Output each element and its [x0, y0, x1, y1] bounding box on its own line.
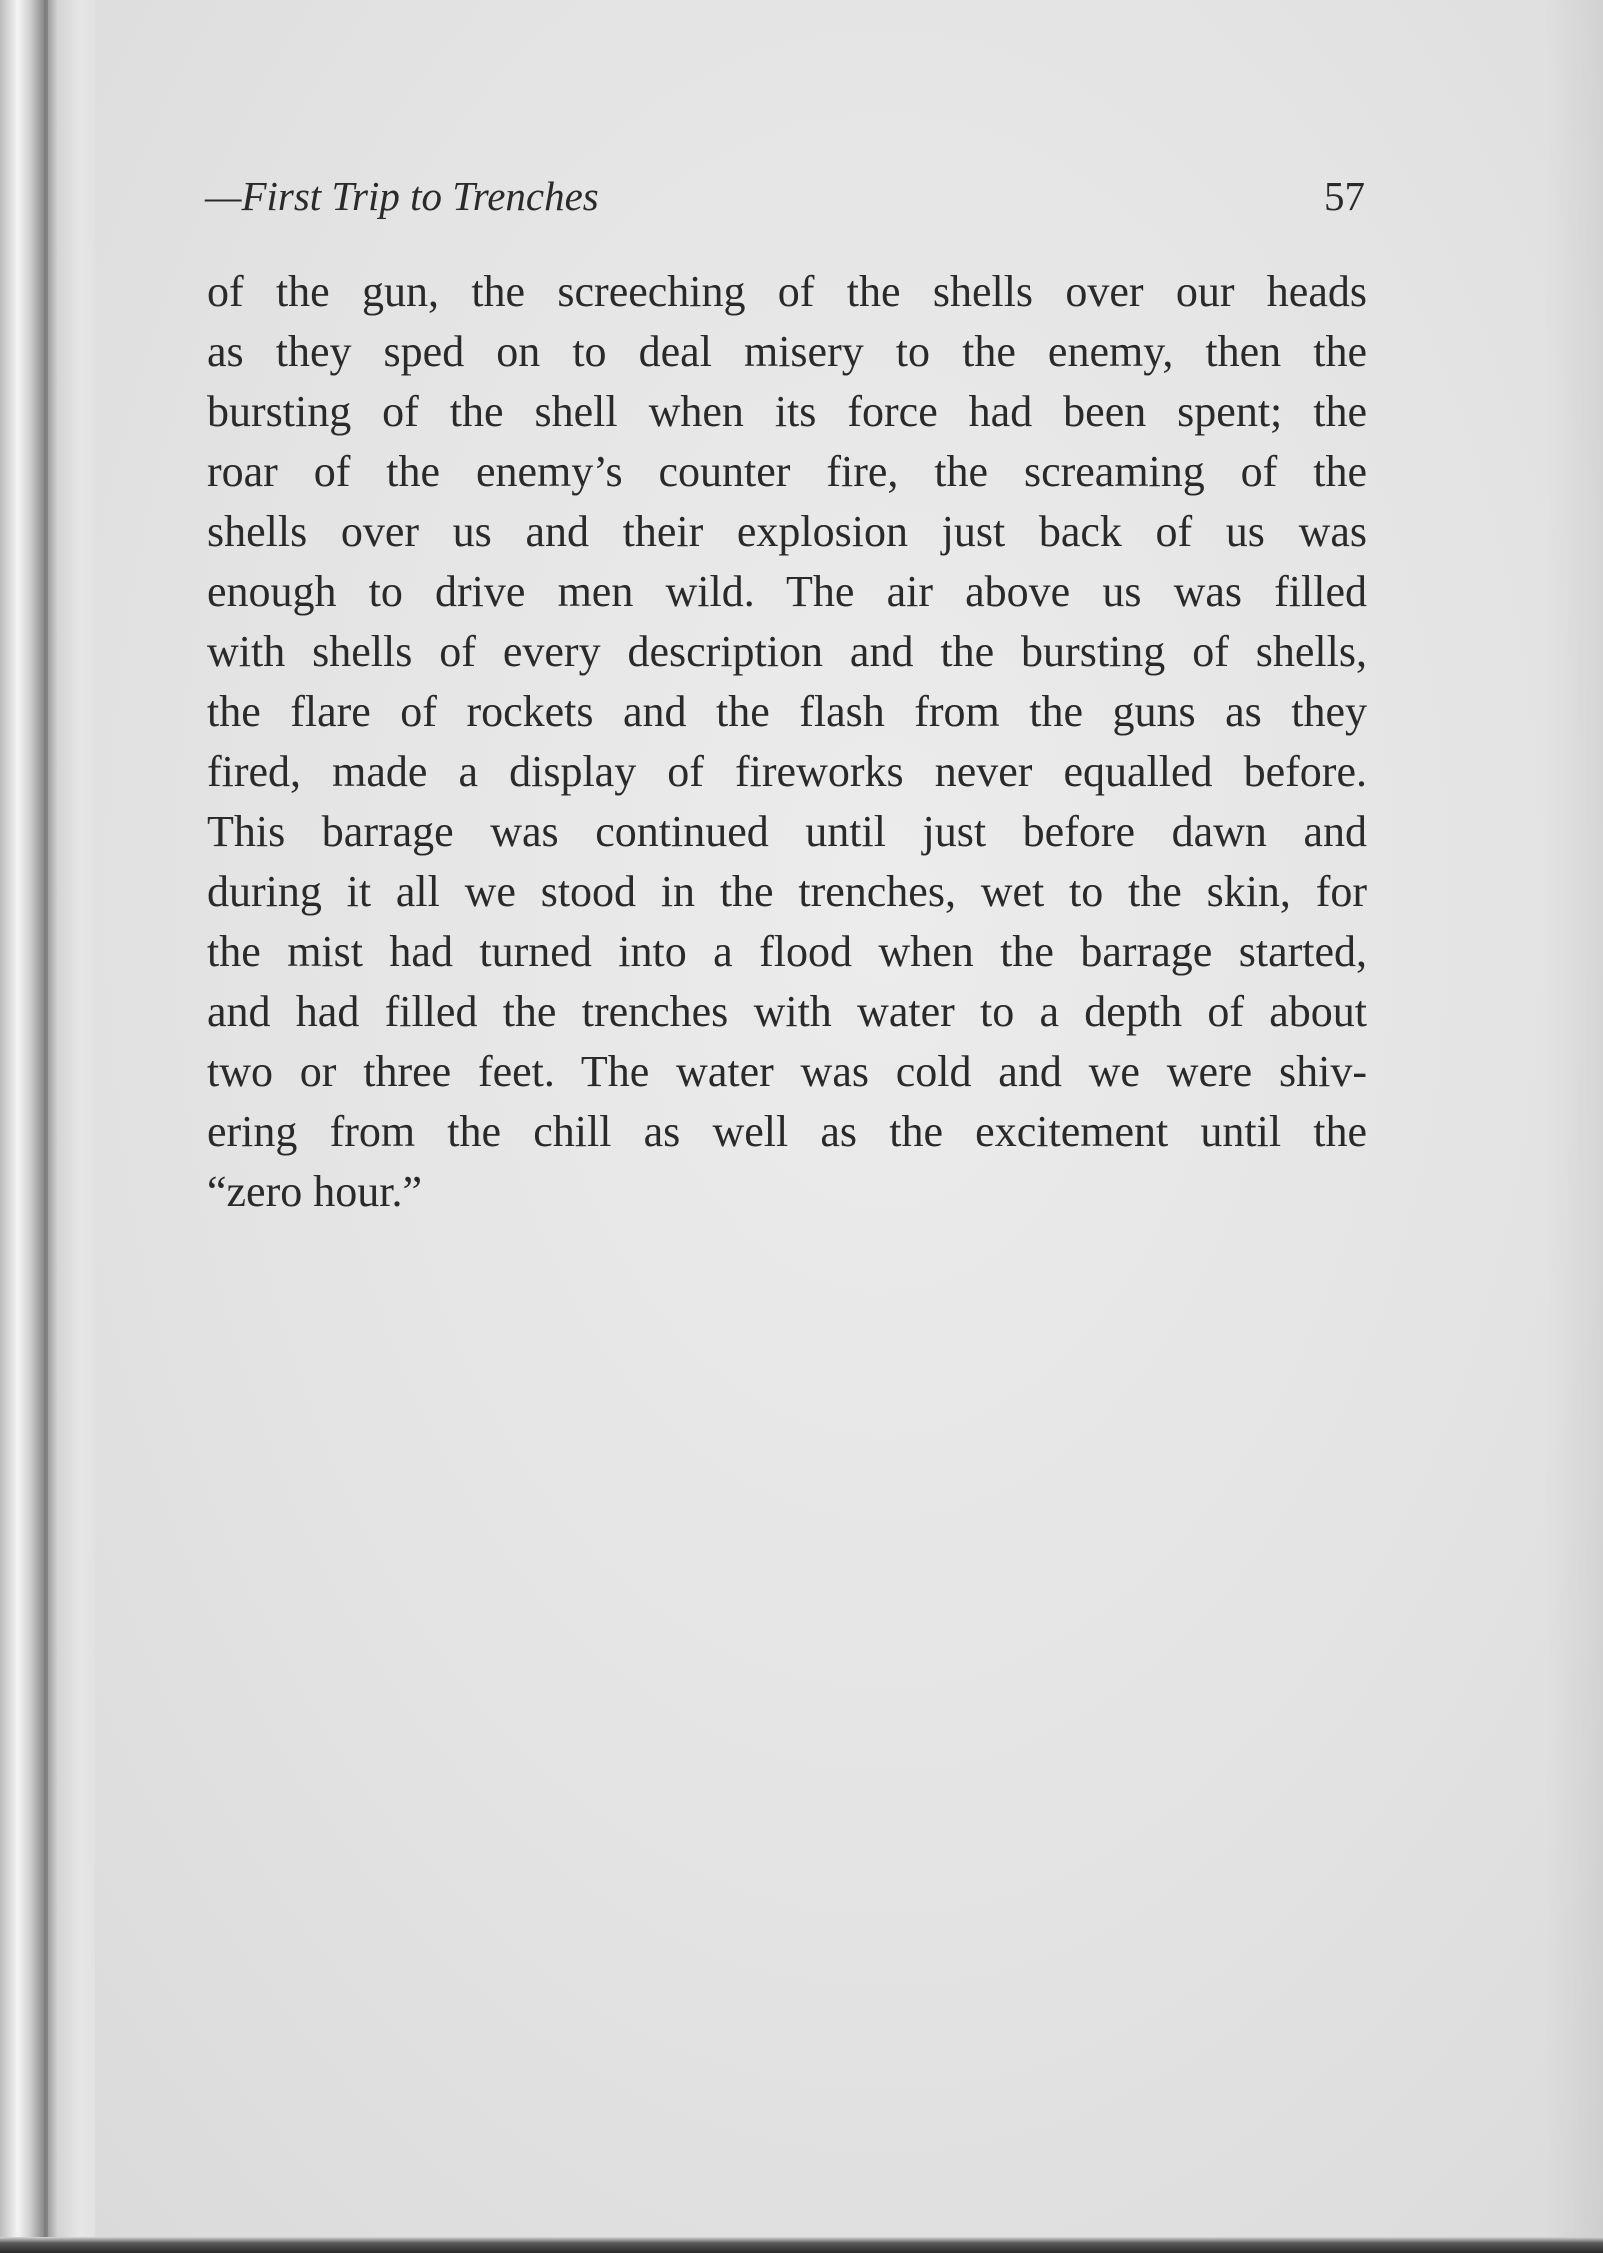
page-header [205, 166, 1365, 226]
page-bottom-edge [0, 2237, 1603, 2253]
text-line: with shells of every description and the bursting of shells, [207, 627, 1367, 676]
text-line: the flare of rockets and the flash from the guns as they [207, 687, 1367, 736]
text-line: as they sped on to deal misery to the enemy, then the [207, 327, 1367, 376]
text-line: two or three feet. The water was cold and we were shiv- [207, 1047, 1367, 1096]
page-number: 57 [1324, 173, 1365, 219]
text-line: shells over us and their explosion just back of us was [207, 507, 1367, 556]
text-line: of the gun, the screeching of the shells over our heads [207, 267, 1367, 316]
text-line: “zero hour.” [207, 1167, 422, 1216]
text-line: fired, made a display of fireworks never equalled before. [207, 747, 1367, 796]
text-line: enough to drive men wild. The air above us was filled [207, 567, 1367, 616]
text-line: bursting of the shell when its force had been spent; the [207, 387, 1367, 436]
page-edge-shadow [1543, 0, 1603, 2253]
text-line: and had filled the trenches with water to a depth of about [207, 987, 1367, 1036]
text-line: roar of the enemy’s counter fire, the screaming of the [207, 447, 1367, 496]
text-line: ering from the chill as well as the excitement until the [207, 1107, 1367, 1156]
spine-shadow-line [44, 0, 48, 2253]
body-paragraph [207, 262, 1367, 1222]
text-line: the mist had turned into a flood when the barrage started, [207, 927, 1367, 976]
text-line: during it all we stood in the trenches, wet to the skin, for [207, 867, 1367, 916]
text-line: This barrage was continued until just before dawn and [207, 807, 1367, 856]
running-title: —First Trip to Trenches [205, 173, 599, 219]
